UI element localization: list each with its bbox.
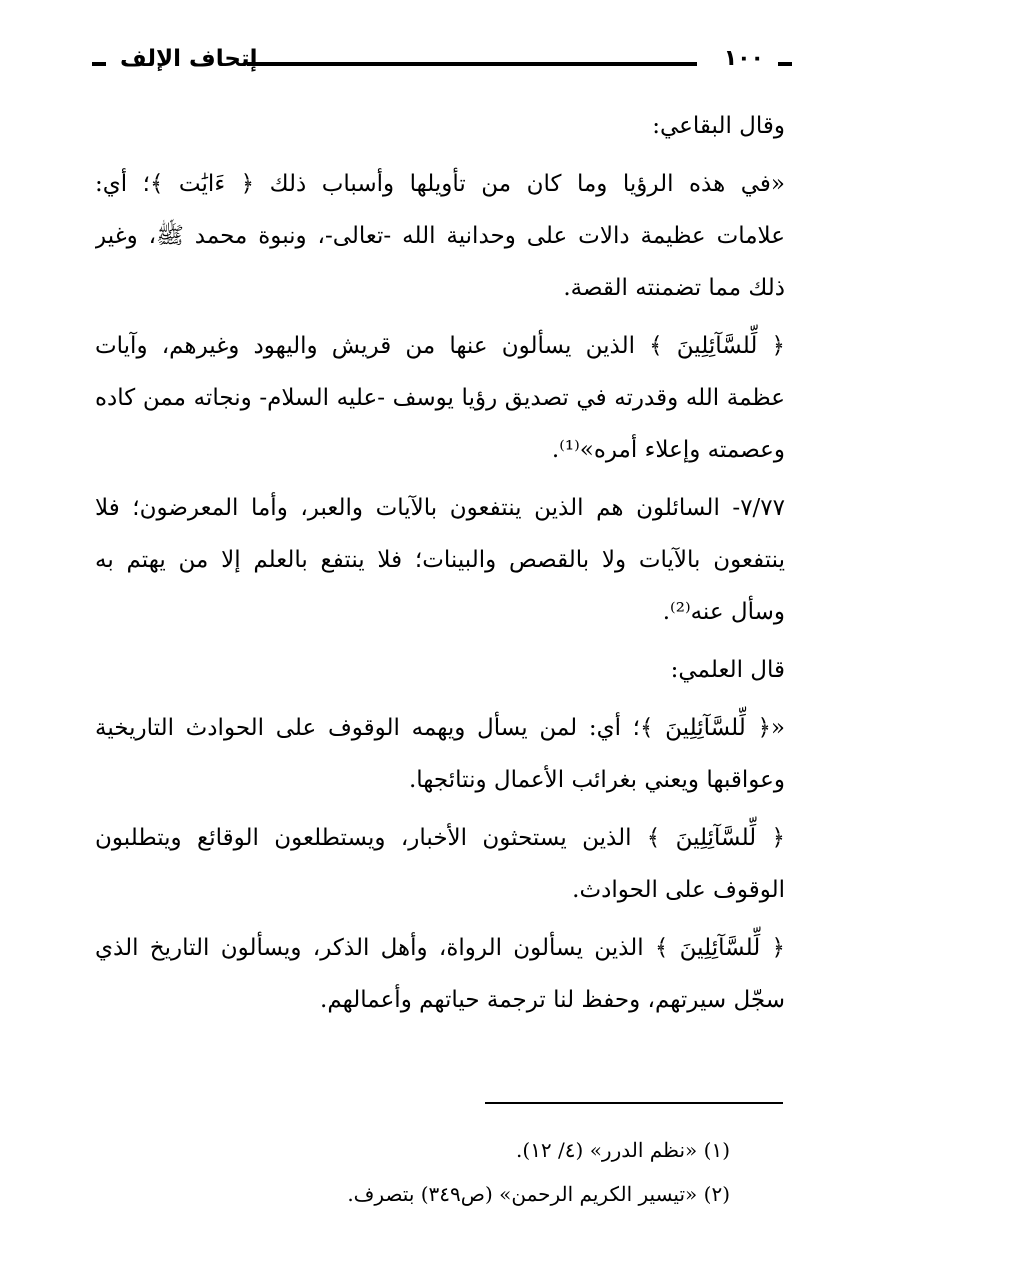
paragraph-line: وعصمته وإعلاء أمره»⁽¹⁾. [551,437,785,463]
header-dash [92,62,106,66]
paragraph-line: سجّل سيرتهم، وحفظ لنا ترجمة حياتهم وأعمالهم. [320,987,785,1013]
paragraph-line: وسأل عنه⁽²⁾. [662,599,785,625]
page-header [92,46,792,80]
paragraph-line: ٧/٧٧- السائلون هم الذين ينتفعون بالآيات والعبر، وأما المعرضون؛ فلا [95,495,785,521]
body-text [95,100,785,1026]
paragraph-line: «﴿ لِّلسَّآئِلِينَ ﴾؛ أي: لمن يسأل ويهمه الوقوف على الحوادث التاريخية [95,715,785,741]
page-number: ١٠٠ [723,46,764,71]
paragraph-line: ﴿ لِّلسَّآئِلِينَ ﴾ الذين يسألون عنها من قريش واليهود وغيرهم، وآيات [95,333,785,359]
paragraph-line: ﴿ لِّلسَّآئِلِينَ ﴾ الذين يستحثون الأخبار، ويستطلعون الوقائع ويتطلبون [95,825,785,851]
paragraph-line: وقال البقاعي: [652,113,785,139]
book-title: إتحاف الإلف [120,46,258,72]
header-dash [778,62,792,66]
paragraph-line: ﴿ لِّلسَّآئِلِينَ ﴾ الذين يسألون الرواة، وأهل الذكر، ويسألون التاريخ الذي [95,935,785,961]
footnote: (١) «نظم الدرر» (٤/ ١٢). [516,1138,730,1162]
paragraph-line: علامات عظيمة دالات على وحدانية الله -تعالى-، ونبوة محمد ﷺ، وغير [95,223,785,249]
paragraph-line: «في هذه الرؤيا وما كان من تأويلها وأسباب ذلك ﴿ ءَايَٰت ﴾؛ أي: [95,171,785,197]
paragraph-line: وعواقبها ويعني بغرائب الأعمال ونتائجها. [408,767,785,793]
paragraph-line: ينتفعون بالآيات ولا بالقصص والبينات؛ فلا ينتفع بالعلم إلا من يهتم به [95,547,785,573]
paragraph-line: ذلك مما تضمنته القصة. [563,275,785,301]
footnote-separator [485,1102,783,1104]
paragraph-line: الوقوف على الحوادث. [572,877,785,903]
paragraph-line: قال العلمي: [670,657,785,683]
paragraph-line: عظمة الله وقدرته في تصديق رؤيا يوسف -عليه السلام- ونجاته ممن كاده [95,385,785,411]
header-rule [247,62,697,66]
footnote: (٢) «تيسير الكريم الرحمن» (ص٣٤٩) بتصرف. [347,1182,730,1206]
footnotes [300,1128,730,1216]
